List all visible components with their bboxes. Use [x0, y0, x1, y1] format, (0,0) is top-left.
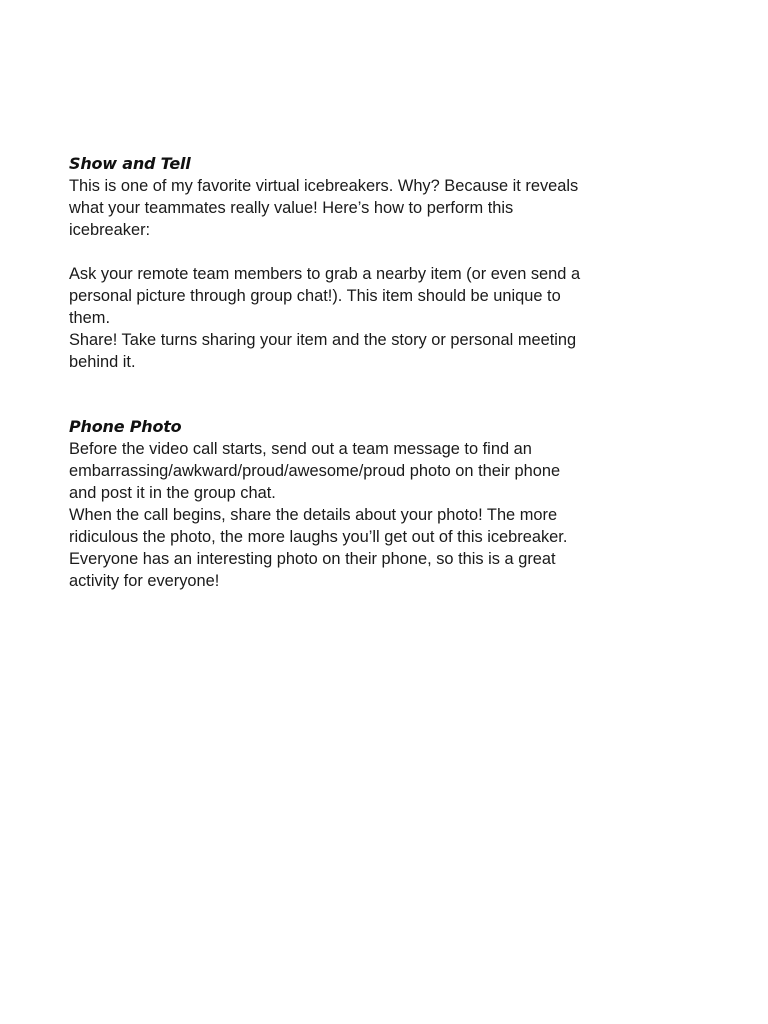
text-line: Everyone has an interesting photo on their phone, so this is a great: [69, 550, 556, 568]
text-line: This is one of my favorite virtual icebreakers. Why? Because it reveals: [69, 177, 579, 195]
section-steps-paragraph: [69, 263, 669, 373]
text-line: behind it.: [69, 353, 136, 371]
section-paragraph: [69, 438, 669, 592]
section-intro-paragraph: [69, 175, 669, 241]
text-line: personal picture through group chat!). This item should be unique to: [69, 287, 561, 305]
text-line: When the call begins, share the details about your photo! The more: [69, 506, 558, 524]
section-heading: Phone Photo: [69, 417, 182, 436]
text-line: activity for everyone!: [69, 572, 220, 590]
text-line: Before the video call starts, send out a team message to find an: [69, 440, 532, 458]
text-line: icebreaker:: [69, 221, 151, 239]
paragraph-gap: [69, 241, 669, 263]
text-line: Share! Take turns sharing your item and the story or personal meeting: [69, 331, 577, 349]
text-line: embarrassing/awkward/proud/awesome/proud photo on their phone: [69, 462, 561, 480]
text-line: what your teammates really value! Here’s how to perform this: [69, 199, 514, 217]
section-heading: Show and Tell: [69, 154, 191, 173]
section-show-and-tell: [69, 153, 669, 373]
text-line: ridiculous the photo, the more laughs you’ll get out of this icebreaker.: [69, 528, 568, 546]
text-line: Ask your remote team members to grab a nearby item (or even send a: [69, 265, 581, 283]
text-line: them.: [69, 309, 110, 327]
text-line: and post it in the group chat.: [69, 484, 276, 502]
section-phone-photo: [69, 416, 669, 592]
